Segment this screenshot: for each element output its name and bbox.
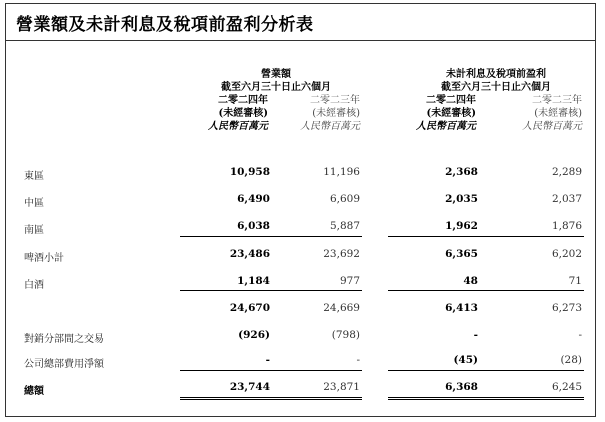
cell-baijiu-turnover-2023: 977: [339, 275, 360, 287]
cell-elim-ebit-2024: -: [473, 329, 478, 341]
cell-baijiu-ebit-2024: 48: [463, 275, 478, 287]
turnover-2023-unit: 人民幣百萬元: [300, 121, 360, 132]
total-rule-top-turnover: [180, 370, 362, 371]
cell-sum-turnover-2024: 24,670: [229, 302, 270, 314]
cell-south-turnover-2023: 5,887: [329, 220, 360, 232]
row-label-eliminations: 對銷分部間之交易: [24, 334, 104, 345]
total-rule-bottom-2-turnover: [180, 399, 362, 400]
turnover-header: 營業額: [261, 69, 291, 80]
cell-sum-turnover-2023: 24,669: [323, 302, 360, 314]
turnover-2024-unit: 人民幣百萬元: [208, 121, 268, 132]
cell-total-ebit-2023: 6,245: [551, 381, 582, 393]
turnover-2023-note: (未經審核): [312, 108, 360, 119]
subtotal-rule-ebit: [388, 236, 584, 237]
row-label-hq-expenses: 公司總部費用淨額: [24, 359, 104, 370]
cell-east-ebit-2024: 2,368: [445, 166, 478, 178]
cell-central-turnover-2023: 6,609: [329, 193, 360, 205]
cell-hq-ebit-2023: (28): [560, 354, 582, 366]
sum-rule-turnover: [180, 290, 362, 291]
total-rule-bottom-2-ebit: [388, 399, 584, 400]
row-label-central: 中區: [24, 198, 44, 209]
total-rule-bottom-1-ebit: [388, 397, 584, 398]
cell-beer-ebit-2024: 6,365: [445, 248, 478, 260]
cell-hq-turnover-2023: -: [356, 354, 360, 366]
total-rule-top-ebit: [388, 370, 584, 371]
cell-elim-turnover-2024: (926): [238, 329, 270, 341]
cell-hq-turnover-2024: -: [265, 354, 270, 366]
cell-sum-ebit-2023: 6,273: [551, 302, 582, 314]
ebit-period: 截至六月三十日止六個月: [441, 82, 551, 93]
cell-east-ebit-2023: 2,289: [551, 166, 582, 178]
cell-central-ebit-2024: 2,035: [445, 193, 478, 205]
total-rule-bottom-1-turnover: [180, 397, 362, 398]
row-label-baijiu: 白酒: [24, 280, 44, 291]
ebit-2023-note: (未經審核): [534, 108, 582, 119]
cell-baijiu-turnover-2024: 1,184: [237, 275, 270, 287]
cell-total-turnover-2023: 23,871: [323, 381, 360, 393]
page-title: 營業額及未計利息及稅項前盈利分析表: [16, 15, 314, 35]
cell-baijiu-ebit-2023: 71: [568, 275, 582, 287]
cell-total-ebit-2024: 6,368: [445, 381, 478, 393]
cell-beer-ebit-2023: 6,202: [551, 248, 582, 260]
subtotal-rule-turnover: [180, 236, 362, 237]
title-divider: [5, 40, 596, 41]
cell-central-turnover-2024: 6,490: [237, 193, 270, 205]
cell-south-turnover-2024: 6,038: [237, 220, 270, 232]
turnover-2024-year: 二零二四年: [218, 95, 268, 106]
ebit-2024-year: 二零二四年: [426, 95, 476, 106]
turnover-period: 截至六月三十日止六個月: [221, 82, 331, 93]
cell-south-ebit-2024: 1,962: [445, 220, 478, 232]
cell-total-turnover-2024: 23,744: [229, 381, 270, 393]
row-label-east: 東區: [24, 171, 44, 182]
ebit-2024-note: (未經審核): [426, 108, 476, 119]
sum-rule-ebit: [388, 290, 584, 291]
cell-beer-turnover-2023: 23,692: [323, 248, 360, 260]
cell-hq-ebit-2024: (45): [453, 354, 478, 366]
cell-beer-turnover-2024: 23,486: [229, 248, 270, 260]
cell-south-ebit-2023: 1,876: [551, 220, 582, 232]
cell-east-turnover-2024: 10,958: [229, 166, 270, 178]
row-label-south: 南區: [24, 225, 44, 236]
ebit-2024-unit: 人民幣百萬元: [416, 121, 476, 132]
row-label-total: 總額: [24, 386, 44, 397]
ebit-2023-unit: 人民幣百萬元: [522, 121, 582, 132]
cell-central-ebit-2023: 2,037: [551, 193, 582, 205]
ebit-header: 未計利息及稅項前盈利: [446, 69, 546, 80]
cell-elim-turnover-2023: (798): [331, 329, 360, 341]
turnover-2024-note: (未經審核): [218, 108, 268, 119]
ebit-2023-year: 二零二三年: [532, 95, 582, 106]
turnover-2023-year: 二零二三年: [310, 95, 360, 106]
cell-east-turnover-2023: 11,196: [323, 166, 360, 178]
cell-sum-ebit-2024: 6,413: [445, 302, 478, 314]
cell-elim-ebit-2023: -: [578, 329, 582, 341]
row-label-beer-subtotal: 啤酒小計: [24, 253, 64, 264]
